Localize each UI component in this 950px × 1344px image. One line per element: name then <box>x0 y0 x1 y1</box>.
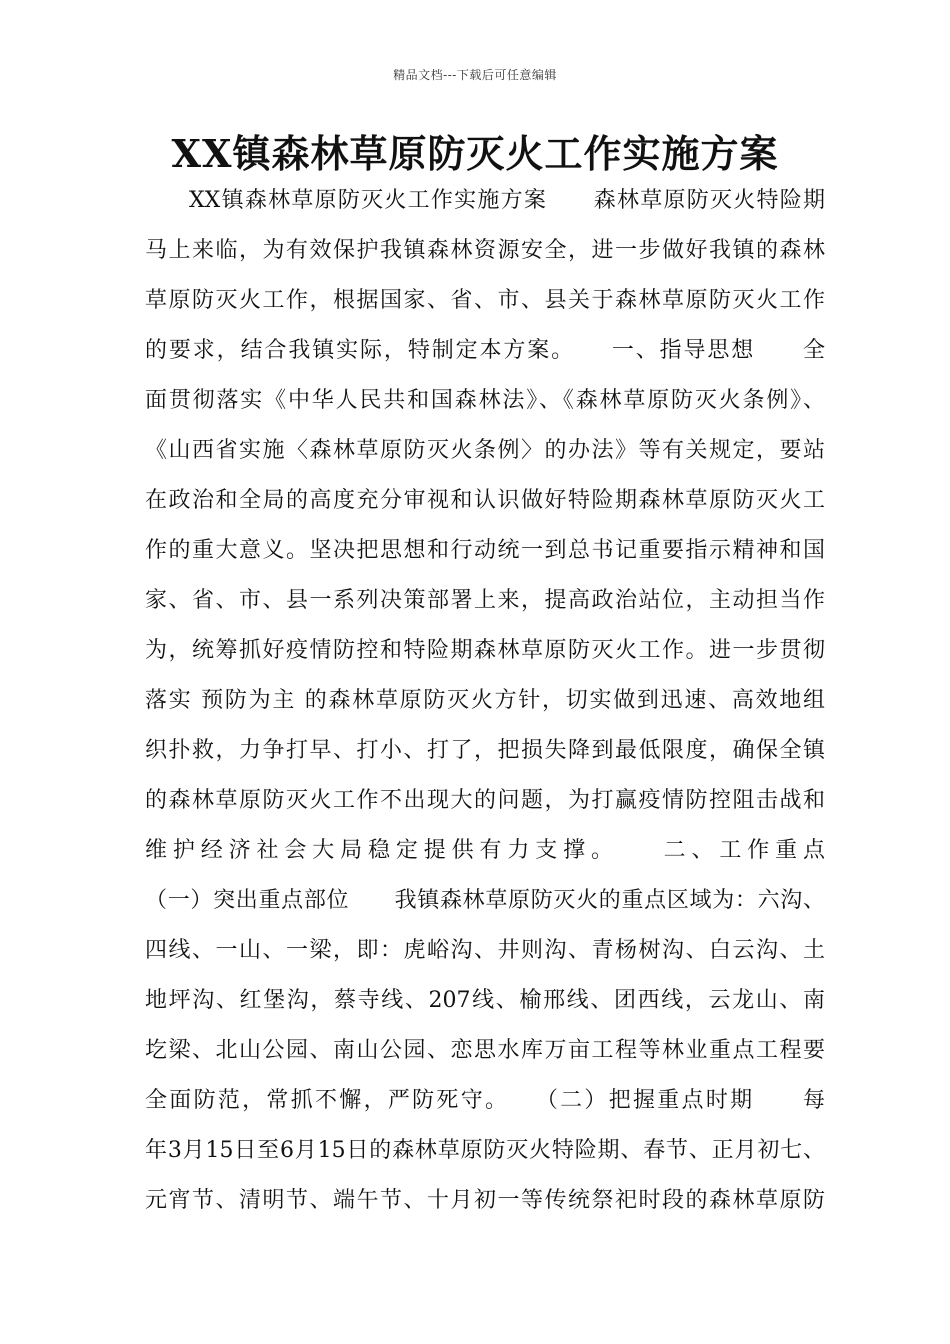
body-line: 四线、一山、一梁，即：虎峪沟、井则沟、青杨树沟、白云沟、土 <box>145 938 825 963</box>
body-line: 全面防范，常抓不懈，严防死守。 （二）把握重点时期 每 <box>145 1088 825 1113</box>
body-line: 作的重大意义。坚决把思想和行动统一到总书记重要指示精神和国 <box>145 538 825 563</box>
body-line: 在政治和全局的高度充分审视和认识做好特险期森林草原防灭火工 <box>145 488 825 513</box>
body-line: 《山西省实施〈森林草原防灭火条例〉的办法》等有关规定，要站 <box>145 438 825 463</box>
body-line: （一）突出重点部位 我镇森林草原防灭火的重点区域为：六沟、 <box>145 888 825 913</box>
body-line: 维护经济社会大局稳定提供有力支撑。 二、工作重点 <box>145 838 825 863</box>
body-line: 年3月15日至6月15日的森林草原防灭火特险期、春节、正月初七、 <box>145 1138 825 1163</box>
body-line: XX镇森林草原防灭火工作实施方案 森林草原防灭火特险期 <box>189 188 825 213</box>
body-line: 落实 预防为主 的森林草原防灭火方针，切实做到迅速、高效地组 <box>145 688 825 713</box>
body-line: 面贯彻落实《中华人民共和国森林法》、《森林草原防灭火条例》、 <box>145 388 825 413</box>
body-line: 马上来临，为有效保护我镇森林资源安全，进一步做好我镇的森林 <box>145 238 825 263</box>
body-line: 的要求，结合我镇实际，特制定本方案。 一、指导思想 全 <box>145 338 825 363</box>
body-line: 元宵节、清明节、端午节、十月初一等传统祭祀时段的森林草原防 <box>145 1188 825 1213</box>
body-line: 织扑救，力争打早、打小、打了，把损失降到最低限度，确保全镇 <box>145 738 825 763</box>
body-line: 家、省、市、县一系列决策部署上来，提高政治站位，主动担当作 <box>145 588 825 613</box>
document-title: XX镇森林草原防灭火工作实施方案 <box>171 131 779 176</box>
header-note: 精品文档---下载后可任意编辑 <box>393 68 557 82</box>
body-line: 圪梁、北山公园、南山公园、恋思水库万亩工程等林业重点工程要 <box>145 1038 825 1063</box>
body-line: 草原防灭火工作，根据国家、省、市、县关于森林草原防灭火工作 <box>145 288 825 313</box>
body-line: 为，统筹抓好疫情防控和特险期森林草原防灭火工作。进一步贯彻 <box>145 638 825 663</box>
body-line: 的森林草原防灭火工作不出现大的问题，为打赢疫情防控阻击战和 <box>145 788 825 813</box>
document-body <box>145 176 825 1226</box>
body-line: 地坪沟、红堡沟，蔡寺线、207线、榆邢线、团西线，云龙山、南 <box>145 988 825 1013</box>
